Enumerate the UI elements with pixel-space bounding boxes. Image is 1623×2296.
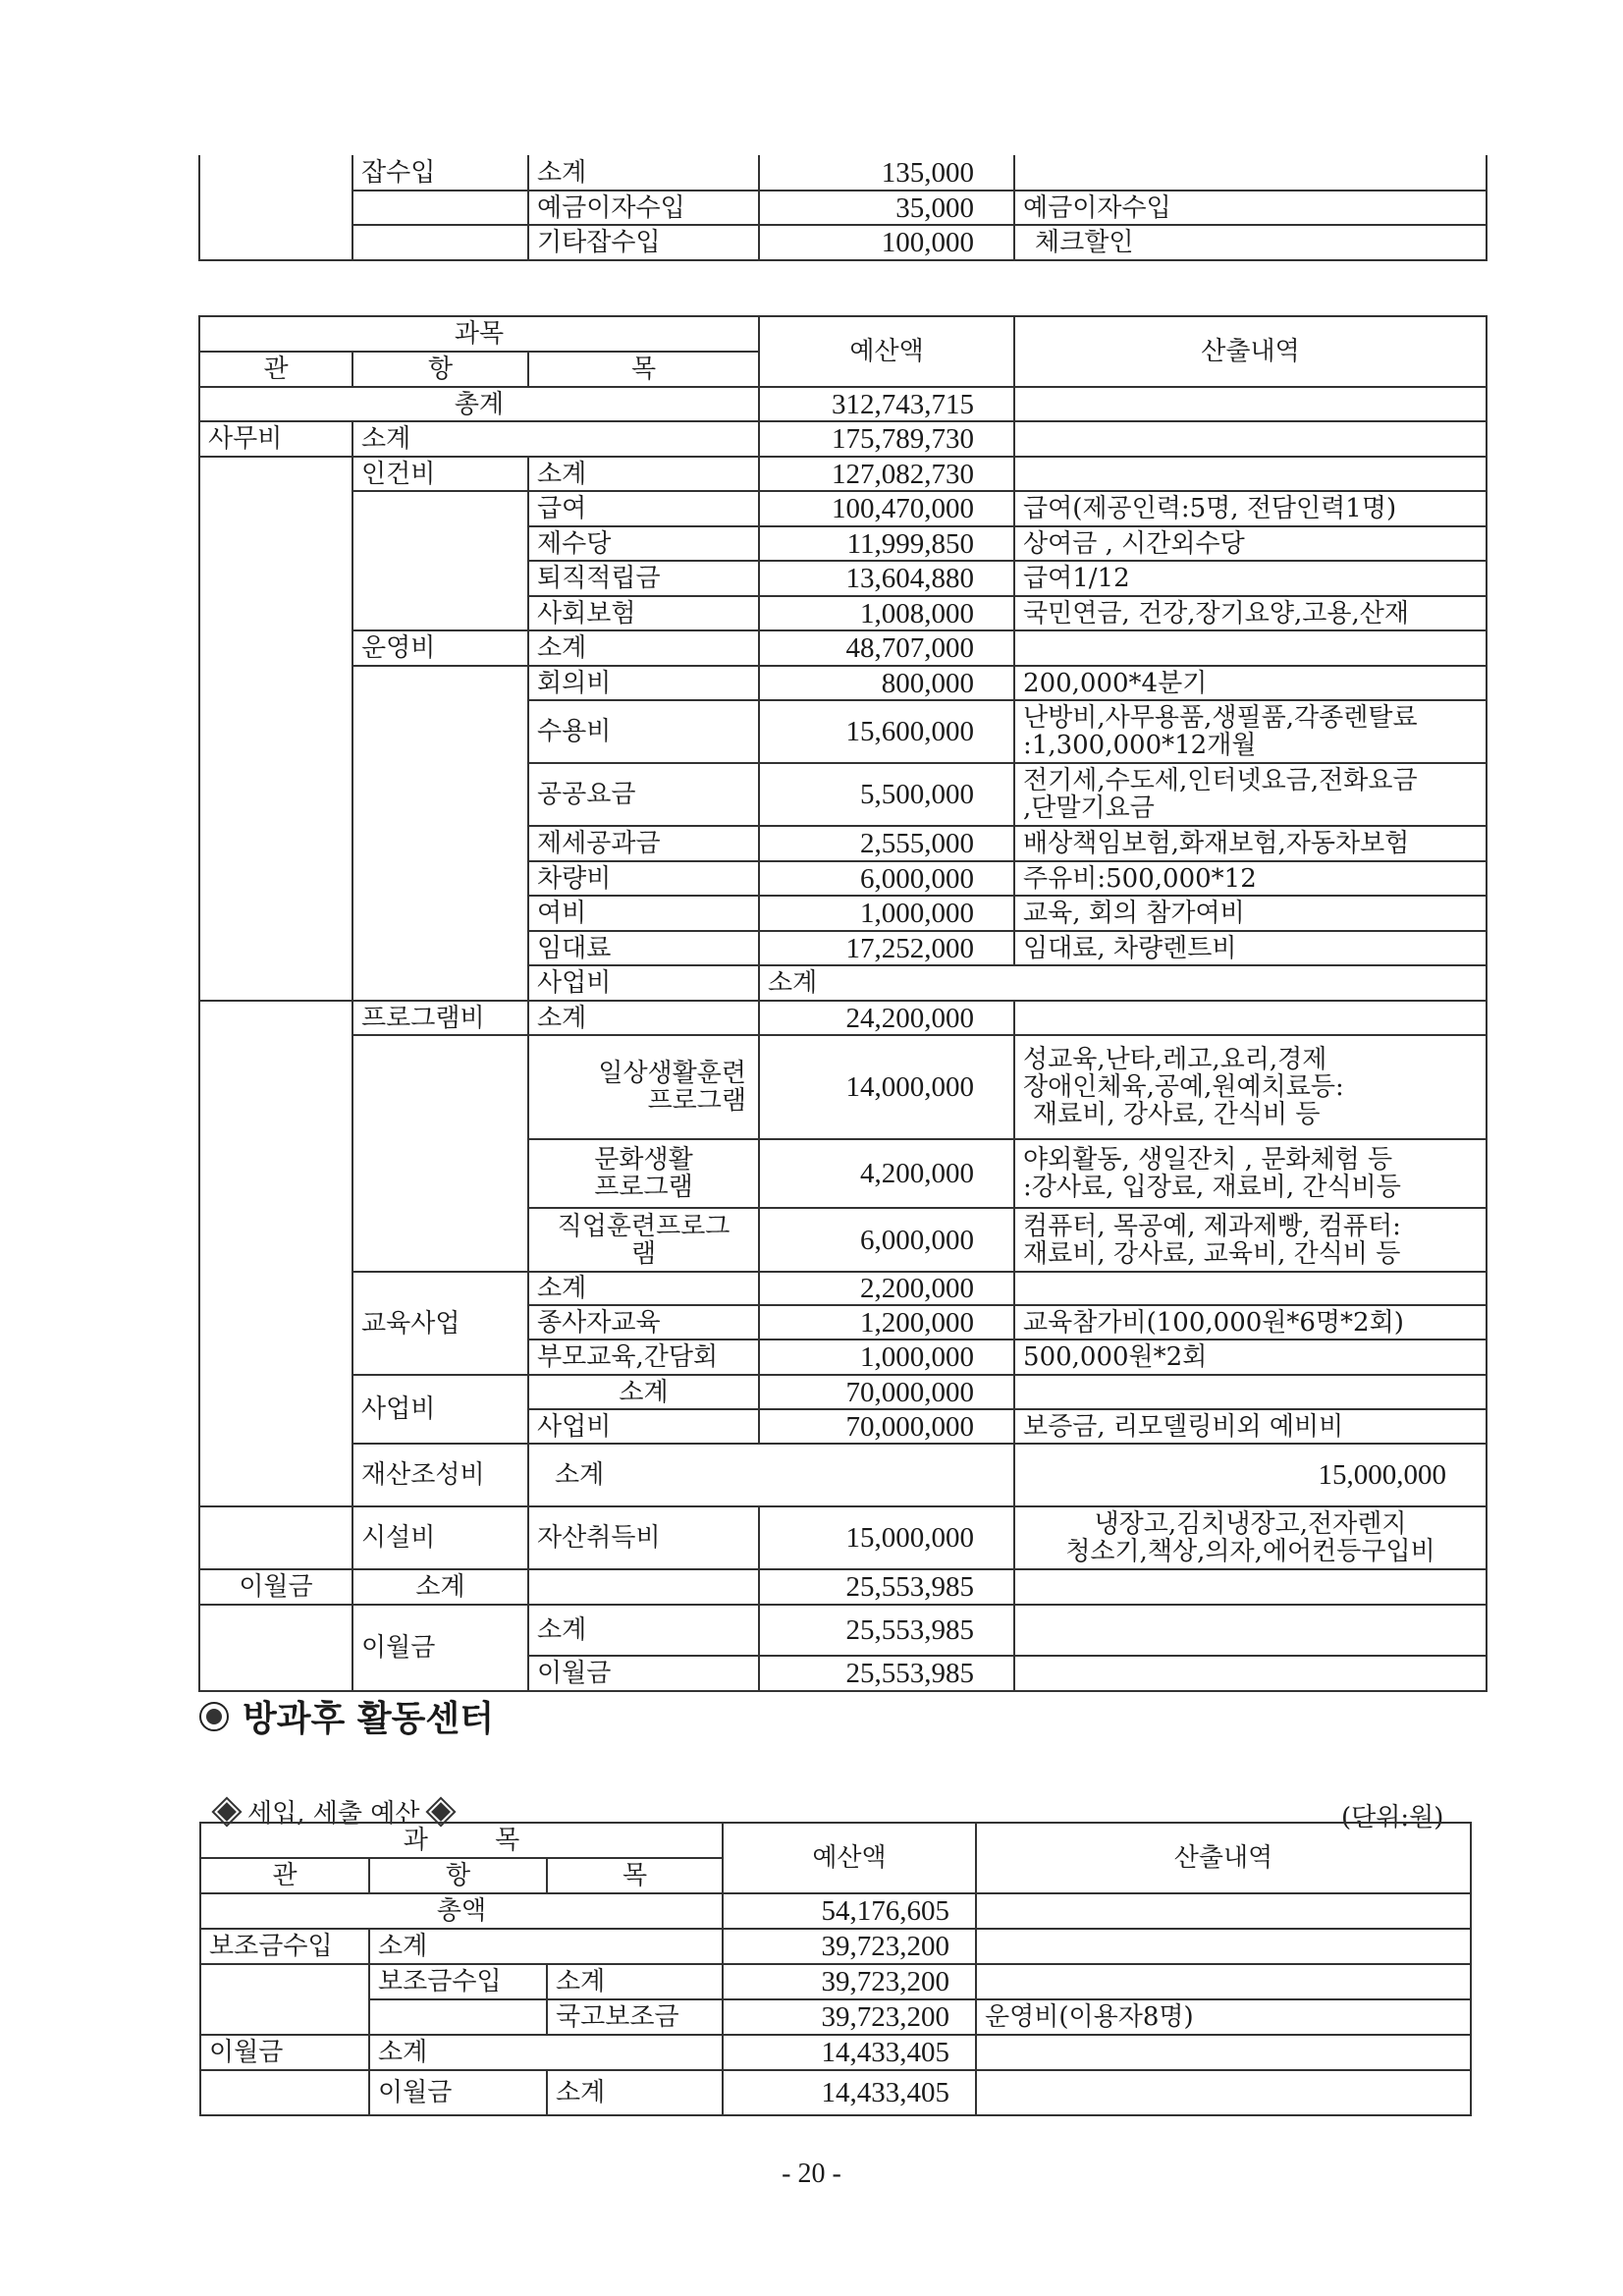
- mok-cell: 국고보조금: [547, 1999, 723, 2035]
- detail-line: 장애인체육,공예,원예치료등:: [1023, 1072, 1344, 1102]
- hang-cell: 보조금수입: [369, 1964, 547, 1999]
- amount-cell: 15,000,000: [759, 1506, 1014, 1569]
- diamond-icon: [430, 1801, 452, 1823]
- mok-cell: 여비: [528, 896, 759, 931]
- mok-cell: 차량비: [528, 861, 759, 896]
- subtitle-text: 세입, 세출 예산: [247, 1799, 420, 1829]
- detail-cell: [1014, 630, 1487, 666]
- amount-cell: 800,000: [759, 666, 1014, 700]
- gwan-cell: 이월금: [199, 1569, 352, 1605]
- mok-cell: 사회보험: [528, 596, 759, 630]
- amount-cell: 1,200,000: [759, 1305, 1014, 1339]
- detail-cell: 500,000원*2회: [1014, 1339, 1487, 1375]
- mok-cell: [528, 1208, 759, 1272]
- amount-cell: 100,000: [759, 225, 1014, 260]
- hang-cell: [352, 491, 528, 630]
- mok-cell: [528, 1139, 759, 1208]
- mok-cell: [528, 1569, 759, 1605]
- detail-cell: 배상책임보험,화재보험,자동차보험: [1014, 826, 1487, 861]
- hang-cell: 소계: [352, 421, 759, 457]
- detail-cell: 급여(제공인력:5명, 전담인력1명): [1014, 491, 1487, 526]
- table-row: [199, 666, 1487, 700]
- detail-line: 재료비, 강사료, 간식비 등: [1033, 1100, 1321, 1129]
- gwan-header: 관: [200, 1858, 369, 1893]
- mok-cell: 기타잡수입: [528, 225, 759, 260]
- table-row: [199, 225, 1487, 260]
- mok-line: 문화생활: [594, 1145, 693, 1175]
- page-number: - 20 -: [782, 2159, 841, 2189]
- mok-cell: 소계: [547, 1964, 723, 1999]
- hang-cell: 사업비: [352, 1375, 528, 1444]
- table-row: [199, 1035, 1487, 1139]
- diamond-icon: [216, 1801, 238, 1823]
- detail-cell: 교육, 회의 참가여비: [1014, 896, 1487, 931]
- amount-cell: 1,000,000: [759, 896, 1014, 931]
- detail-cell: [1014, 1035, 1487, 1139]
- section-title-text: 방과후 활동센터: [243, 1699, 494, 1739]
- gwan-cell: 사업비: [528, 965, 759, 1001]
- amount-cell: 17,252,000: [759, 931, 1014, 965]
- detail-cell: 운영비(이용자8명): [976, 1999, 1471, 2035]
- amount-cell: 14,433,405: [723, 2035, 976, 2070]
- hang-cell: 이월금: [352, 1605, 528, 1691]
- gwan-cell: 사무비: [199, 421, 352, 457]
- amount-cell: 6,000,000: [759, 861, 1014, 896]
- gwan-cell: [199, 1001, 352, 1506]
- amount-cell: 6,000,000: [759, 1208, 1014, 1272]
- detail-cell: 체크할인: [1014, 225, 1487, 260]
- mok-cell: 소계: [528, 630, 759, 666]
- gwan-cell: 보조금수입: [200, 1929, 369, 1964]
- mok-cell: 제수당: [528, 526, 759, 561]
- detail-cell: [1014, 155, 1487, 191]
- subject-header: 과 목: [200, 1823, 723, 1858]
- detail-cell: 예금이자수입: [1014, 191, 1487, 225]
- hang-cell: 잡수입: [352, 155, 528, 191]
- header-row: [200, 1823, 1471, 1858]
- table-row: [200, 1999, 1471, 2035]
- table-row: [199, 191, 1487, 225]
- hang-cell: [352, 225, 528, 260]
- detail-cell: [1014, 1272, 1487, 1305]
- table-row: [199, 421, 1487, 457]
- mok-cell: 소계: [528, 1272, 759, 1305]
- mok-cell: 공공요금: [528, 763, 759, 826]
- hang-cell: 교육사업: [352, 1272, 528, 1375]
- table-row: [200, 2035, 1471, 2070]
- amount-cell: 13,604,880: [759, 561, 1014, 596]
- amount-cell: 11,999,850: [759, 526, 1014, 561]
- detail-cell: 상여금 , 시간외수당: [1014, 526, 1487, 561]
- detail-cell: [1014, 1208, 1487, 1272]
- table-row: [200, 1929, 1471, 1964]
- mok-cell: 소계: [528, 1375, 759, 1409]
- hang-cell: 시설비: [352, 1506, 528, 1569]
- detail-cell: 200,000*4분기: [1014, 666, 1487, 700]
- hang-cell: 인건비: [352, 457, 528, 491]
- detail-cell: [976, 1929, 1471, 1964]
- table-row: [199, 1375, 1487, 1409]
- hang-header: 항: [369, 1858, 547, 1893]
- detail-cell: [1014, 1569, 1487, 1605]
- table-row: [199, 1569, 1487, 1605]
- detail-cell: [1014, 1656, 1487, 1691]
- mok-cell: 이월금: [528, 1656, 759, 1691]
- mok-cell: 소계: [528, 457, 759, 491]
- section-heading: [199, 1691, 494, 1741]
- detail-cell: [1014, 700, 1487, 763]
- detail-line: 전기세,수도세,인터넷요금,전화요금: [1023, 766, 1418, 795]
- mok-header: 목: [528, 352, 759, 387]
- gwan-cell: [200, 1964, 369, 2035]
- amount-header: 예산액: [759, 316, 1014, 387]
- amount-cell: 14,433,405: [723, 2070, 976, 2115]
- mok-cell: 회의비: [528, 666, 759, 700]
- detail-line: 성교육,난타,레고,요리,경제: [1023, 1045, 1327, 1074]
- gwan-header: 관: [199, 352, 352, 387]
- amount-cell: 1,000,000: [759, 1339, 1014, 1375]
- mok-line: 일상생활훈련: [598, 1059, 747, 1088]
- subject-header: 과목: [199, 316, 759, 352]
- detail-line: 난방비,사무용품,생필품,각종렌탈료: [1023, 703, 1418, 733]
- mok-cell: 부모교육,간담회: [528, 1339, 759, 1375]
- amount-cell: 39,723,200: [723, 1964, 976, 1999]
- detail-cell: [1014, 1375, 1487, 1409]
- target-circle-icon: [199, 1702, 229, 1731]
- mok-cell: 퇴직적립금: [528, 561, 759, 596]
- mok-cell: 임대료: [528, 931, 759, 965]
- hang-header: 항: [352, 352, 528, 387]
- hang-cell: [352, 191, 528, 225]
- hang-cell: [352, 1035, 528, 1272]
- amount-cell: 39,723,200: [723, 1929, 976, 1964]
- hang-cell: 소계: [528, 1444, 1014, 1506]
- detail-cell: [976, 2070, 1471, 2115]
- gwan-cell: [199, 1506, 352, 1569]
- amount-cell: 70,000,000: [759, 1409, 1014, 1444]
- hang-cell: 프로그램비: [352, 1001, 528, 1035]
- amount-header: 예산액: [723, 1823, 976, 1893]
- amount-cell: 135,000: [759, 155, 1014, 191]
- gwan-cell: 재산조성비: [352, 1444, 528, 1506]
- detail-cell: 보증금, 리모델링비외 예비비: [1014, 1409, 1487, 1444]
- total-row: [199, 387, 1487, 421]
- table-row: [199, 457, 1487, 491]
- mok-cell: 급여: [528, 491, 759, 526]
- detail-cell: [1014, 457, 1487, 491]
- unit-label: (단위:원): [1341, 1803, 1444, 1832]
- detail-cell: 급여1/12: [1014, 561, 1487, 596]
- detail-line: 냉장고,김치냉장고,전자렌지: [1094, 1509, 1407, 1539]
- amount-cell: 25,553,985: [759, 1656, 1014, 1691]
- hang-cell: [369, 1999, 547, 2035]
- mok-cell: 수용비: [528, 700, 759, 763]
- hang-cell: 소계: [759, 965, 1487, 1001]
- gwan-cell: [199, 1605, 352, 1691]
- revenue-table-continuation: [198, 155, 1488, 261]
- detail-cell: [1014, 387, 1487, 421]
- amount-cell: 2,200,000: [759, 1272, 1014, 1305]
- after-school-budget-table: [199, 1822, 1472, 2116]
- gwan-cell: [199, 457, 352, 1001]
- amount-cell: 100,470,000: [759, 491, 1014, 526]
- hang-cell: 운영비: [352, 630, 528, 666]
- amount-cell: 25,553,985: [759, 1605, 1014, 1656]
- amount-cell: 70,000,000: [759, 1375, 1014, 1409]
- detail-header: 산출내역: [1014, 316, 1487, 387]
- detail-line: :1,300,000*12개월: [1023, 731, 1257, 760]
- detail-cell: [1014, 421, 1487, 457]
- mok-line: 직업훈련프로그: [557, 1211, 730, 1241]
- amount-cell: 5,500,000: [759, 763, 1014, 826]
- detail-line: 재료비, 강사료, 교육비, 간식비 등: [1023, 1238, 1401, 1269]
- hang-cell: 소계: [369, 2035, 723, 2070]
- header-row: [199, 316, 1487, 352]
- gwan-cell: 이월금: [200, 2035, 369, 2070]
- mok-line: 프로그램: [594, 1173, 693, 1202]
- amount-cell: 48,707,000: [759, 630, 1014, 666]
- total-amount: 312,743,715: [759, 387, 1014, 421]
- mok-cell: 종사자교육: [528, 1305, 759, 1339]
- mok-cell: 소계: [547, 2070, 723, 2115]
- table-row: [199, 491, 1487, 526]
- hang-cell: 이월금: [369, 2070, 547, 2115]
- detail-line: :강사료, 입장료, 재료비, 간식비등: [1023, 1173, 1401, 1202]
- detail-cell: 교육참가비(100,000원*6명*2회): [1014, 1305, 1487, 1339]
- table-row: [199, 1001, 1487, 1035]
- gwan-cell: [199, 155, 352, 260]
- amount-cell: 1,008,000: [759, 596, 1014, 630]
- amount-cell: 24,200,000: [759, 1001, 1014, 1035]
- total-amount: 54,176,605: [723, 1893, 976, 1929]
- table-row: [199, 155, 1487, 191]
- amount-cell: 2,555,000: [759, 826, 1014, 861]
- amount-cell: 15,000,000: [1014, 1444, 1487, 1506]
- detail-cell: [1014, 1506, 1487, 1569]
- detail-cell: [976, 1893, 1471, 1929]
- detail-cell: [1014, 763, 1487, 826]
- mok-header: 목: [547, 1858, 723, 1893]
- amount-cell: 4,200,000: [759, 1139, 1014, 1208]
- detail-cell: [1014, 1139, 1487, 1208]
- table-row: [199, 630, 1487, 666]
- amount-cell: 35,000: [759, 191, 1014, 225]
- hang-cell: 소계: [352, 1569, 528, 1605]
- mok-cell: 사업비: [528, 1409, 759, 1444]
- detail-cell: [976, 1964, 1471, 1999]
- mok-cell: 소계: [528, 155, 759, 191]
- detail-line: 컴퓨터, 목공예, 제과제빵, 컴퓨터:: [1023, 1211, 1401, 1241]
- amount-cell: 39,723,200: [723, 1999, 976, 2035]
- detail-cell: 임대료, 차량렌트비: [1014, 931, 1487, 965]
- total-label: 총액: [200, 1893, 723, 1929]
- mok-cell: 자산취득비: [528, 1506, 759, 1569]
- hang-cell: [352, 666, 528, 1001]
- mok-line: 램: [630, 1238, 657, 1269]
- table-row: [199, 1605, 1487, 1656]
- detail-cell: [976, 2035, 1471, 2070]
- total-row: [200, 1893, 1471, 1929]
- amount-cell: 175,789,730: [759, 421, 1014, 457]
- detail-line: 청소기,책상,의자,에어컨등구입비: [1065, 1537, 1435, 1566]
- mok-cell: [528, 1035, 759, 1139]
- table-row: [199, 1506, 1487, 1569]
- detail-line: ,단말기요금: [1023, 793, 1155, 823]
- expenditure-table: [198, 315, 1488, 1692]
- amount-cell: 14,000,000: [759, 1035, 1014, 1139]
- detail-header: 산출내역: [976, 1823, 1471, 1893]
- detail-cell: 국민연금, 건강,장기요양,고용,산재: [1014, 596, 1487, 630]
- mok-cell: 예금이자수입: [528, 191, 759, 225]
- hang-cell: 소계: [369, 1929, 723, 1964]
- mok-cell: 소계: [528, 1605, 759, 1656]
- detail-line: 야외활동, 생일잔치 , 문화체험 등: [1023, 1145, 1393, 1175]
- mok-line: 프로그램: [647, 1086, 747, 1116]
- table-row: [199, 1272, 1487, 1305]
- table-row: [200, 2070, 1471, 2115]
- detail-cell: [1014, 1605, 1487, 1656]
- detail-cell: 주유비:500,000*12: [1014, 861, 1487, 896]
- mok-cell: 제세공과금: [528, 826, 759, 861]
- table-row: [200, 1964, 1471, 1999]
- detail-cell: [1014, 1001, 1487, 1035]
- amount-cell: 127,082,730: [759, 457, 1014, 491]
- gwan-cell: [200, 2070, 369, 2115]
- total-label: 총계: [199, 387, 759, 421]
- mok-cell: 소계: [528, 1001, 759, 1035]
- amount-cell: 25,553,985: [759, 1569, 1014, 1605]
- amount-cell: 15,600,000: [759, 700, 1014, 763]
- table-row: [199, 1444, 1487, 1506]
